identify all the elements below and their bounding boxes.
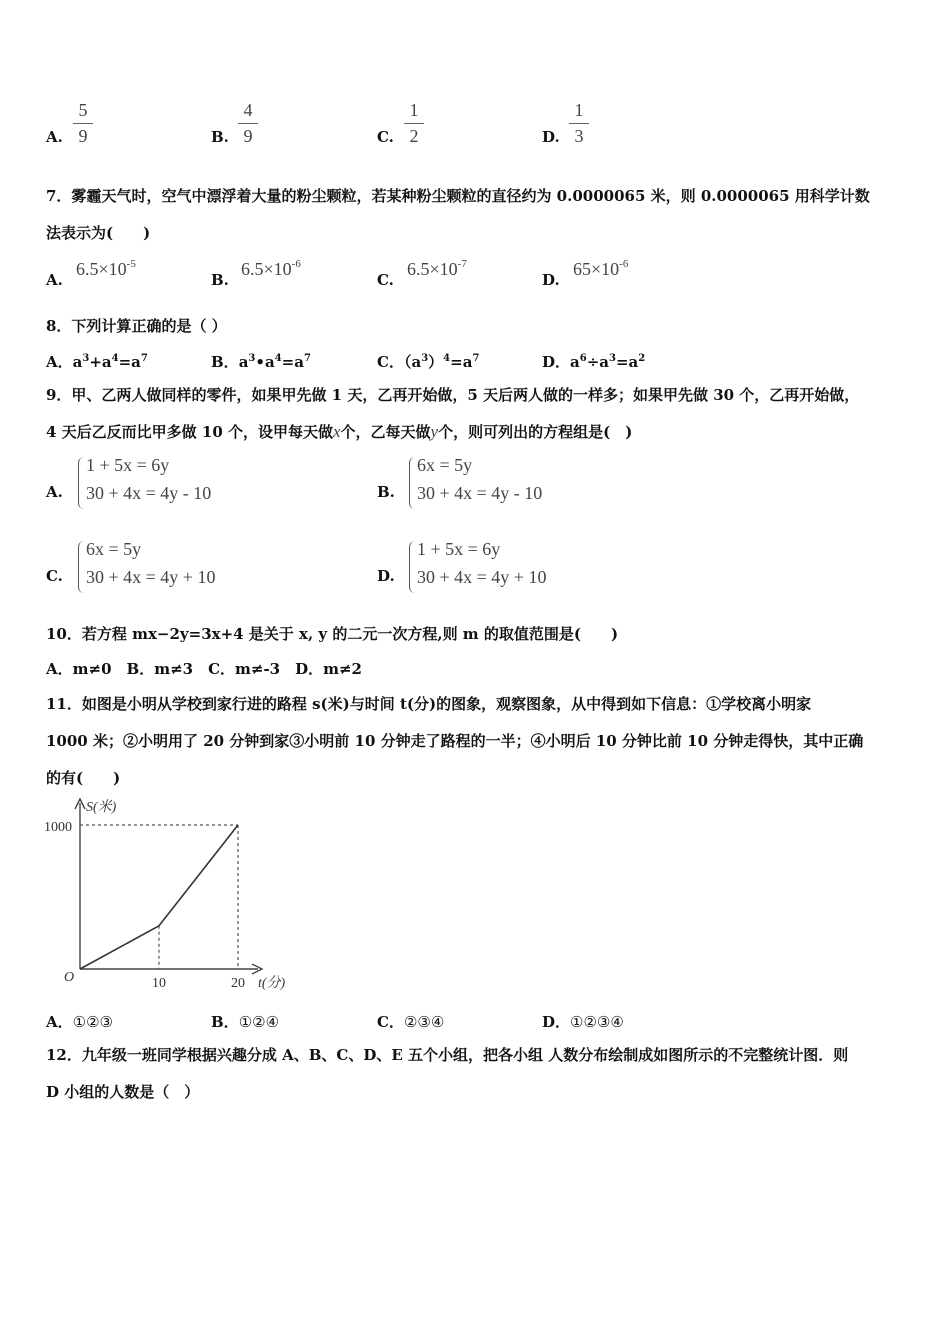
- option-label: D．: [542, 353, 571, 371]
- option-label: B．: [211, 353, 239, 371]
- equation-1: 6x = 5y: [417, 455, 473, 475]
- x-tick-label: 10: [152, 976, 166, 991]
- exponent: -6: [619, 258, 629, 270]
- term: （a: [403, 353, 422, 371]
- q7-option-b-label[interactable]: B.: [211, 271, 229, 289]
- q9-stem-line2: [46, 422, 632, 442]
- exponent: 7: [140, 353, 148, 364]
- q10-options[interactable]: A．m≠0 B．m≠3 C．m≠-3 D．m≠2: [46, 660, 362, 678]
- guide-lines: [80, 825, 238, 969]
- q7-option-a-value: [76, 258, 136, 280]
- q7-option-a-label[interactable]: A.: [46, 271, 63, 289]
- exponent: 7: [303, 353, 311, 364]
- exponent: 3: [609, 353, 616, 364]
- y-axis-label: S(米): [86, 800, 117, 815]
- exponent: -6: [291, 258, 301, 270]
- term: a: [238, 353, 249, 371]
- term: =a: [118, 353, 141, 371]
- numerator: 5: [78, 100, 88, 120]
- y-tick-label: 1000: [44, 820, 72, 835]
- q9-option-b-label[interactable]: B.: [377, 483, 395, 501]
- q11-stem-line1: 11．如图是小明从学校到家行进的路程 s(米)与时间 t(分)的图象，观察图象，从中得到如下信息：①学校离小明家: [46, 695, 812, 713]
- numerator: 1: [574, 100, 584, 120]
- brace-icon: [409, 541, 416, 593]
- q6-option-b-fraction: [238, 100, 258, 147]
- option-text: ①②④: [238, 1013, 280, 1031]
- term: +a: [89, 353, 112, 371]
- base: 6.5×10: [407, 259, 458, 279]
- q8-stem: 8．下列计算正确的是（ ）: [46, 317, 227, 335]
- graph-segment: [80, 926, 159, 969]
- q6-option-a-fraction: [73, 100, 93, 147]
- numerator: 1: [409, 100, 419, 120]
- exponent: 4: [443, 353, 451, 364]
- term: =a: [615, 353, 639, 371]
- exponent: 4: [274, 353, 282, 364]
- option-label: A．: [46, 1013, 73, 1031]
- exponent: -5: [126, 258, 136, 270]
- q8-option-c[interactable]: [377, 351, 479, 372]
- q6-option-b-label[interactable]: B.: [211, 128, 229, 146]
- var-y: y: [430, 422, 439, 441]
- q8-option-a[interactable]: [46, 351, 148, 372]
- exponent: 4: [111, 353, 119, 364]
- q9-option-a-label[interactable]: A.: [46, 483, 63, 501]
- q6-option-d-label[interactable]: D.: [542, 128, 560, 146]
- equation-1: 1 + 5x = 6y: [86, 455, 170, 475]
- term: ）: [428, 353, 444, 371]
- exponent: 7: [472, 353, 480, 364]
- term: a: [570, 353, 580, 371]
- option-text: ②③④: [403, 1013, 445, 1031]
- term: =a: [281, 353, 304, 371]
- equation-1: 6x = 5y: [86, 539, 142, 559]
- q11-option-a[interactable]: [46, 1011, 113, 1032]
- q10-stem: 10．若方程 mx−2y=3x+4 是关于 x, y 的二元一次方程,则 m 的取值范围是( ): [46, 625, 619, 643]
- q11-stem-line2: 1000 米；②小明用了 20 分钟到家③小明前 10 分钟走了路程的一半；④小明后 10 分钟比前 10 分钟走得快，其中正确: [46, 732, 864, 750]
- option-label: A．: [46, 353, 73, 371]
- q7-option-c-label[interactable]: C.: [377, 271, 394, 289]
- q9-option-c-label[interactable]: C.: [46, 567, 63, 585]
- brace-icon: [78, 541, 85, 593]
- q6-option-c-label[interactable]: C.: [377, 128, 394, 146]
- q6-option-a-label[interactable]: A.: [46, 128, 63, 146]
- denominator: 3: [574, 126, 584, 146]
- base: 6.5×10: [76, 259, 127, 279]
- q6-option-c-fraction: [404, 100, 424, 147]
- option-label: C．: [377, 1013, 404, 1031]
- text: 个，乙每天做: [340, 423, 431, 441]
- term: •a: [255, 353, 275, 371]
- option-text: ①②③④: [570, 1013, 624, 1031]
- base: 6.5×10: [241, 259, 292, 279]
- var-x: x: [332, 422, 341, 441]
- q11-option-d[interactable]: [542, 1011, 624, 1032]
- q11-stem-line3: 的有( ): [46, 769, 121, 787]
- term: a: [72, 353, 83, 371]
- exponent: 6: [579, 353, 587, 364]
- exponent: 2: [638, 353, 646, 364]
- q7-option-b-value: [241, 258, 301, 280]
- x-axis-label: t(分): [258, 976, 286, 991]
- q9-option-d-label[interactable]: D.: [377, 567, 395, 585]
- option-label: D．: [542, 1013, 571, 1031]
- q7-stem-line1: 7．雾霾天气时，空气中漂浮着大量的粉尘颗粒，若某种粉尘颗粒的直径约为 0.0000065 米，则 0.0000065 用科学计数: [46, 187, 870, 205]
- text: 个，则可列出的方程组是( ): [438, 423, 633, 441]
- term: ÷a: [586, 353, 610, 371]
- denominator: 9: [243, 126, 253, 146]
- term: =a: [450, 353, 473, 371]
- equation-1: 1 + 5x = 6y: [417, 539, 501, 559]
- denominator: 9: [78, 126, 88, 146]
- q7-option-d-label[interactable]: D.: [542, 271, 560, 289]
- equation-2: 30 + 4x = 4y - 10: [86, 483, 212, 503]
- option-label: B．: [211, 1013, 239, 1031]
- numerator: 4: [243, 100, 253, 120]
- x-tick-label: 20: [231, 976, 245, 991]
- graph-segment: [159, 825, 238, 926]
- axes: [75, 799, 262, 974]
- q11-option-b[interactable]: [211, 1011, 279, 1032]
- exponent: 3: [421, 353, 429, 364]
- base: 65×10: [573, 259, 620, 279]
- q11-option-c[interactable]: [377, 1011, 444, 1032]
- origin-label: O: [64, 970, 75, 985]
- q8-option-d[interactable]: [542, 351, 645, 372]
- option-text: ①②③: [72, 1013, 113, 1031]
- series: [80, 825, 238, 969]
- exponent: -7: [457, 258, 467, 270]
- exponent: 3: [248, 353, 256, 364]
- option-label: C．: [377, 353, 404, 371]
- q12-stem-line1: 12．九年级一班同学根据兴趣分成 A、B、C、D、E 五个小组，把各小组 人数分布绘制成如图所示的不完整统计图．则: [46, 1046, 849, 1064]
- equation-2: 30 + 4x = 4y + 10: [86, 567, 216, 587]
- q8-option-b[interactable]: [211, 351, 311, 372]
- denominator: 2: [409, 126, 419, 146]
- q11-distance-time-graph: [40, 795, 320, 995]
- text: 4 天后乙反而比甲多做 10 个，设甲每天做: [46, 423, 333, 441]
- brace-icon: [78, 457, 85, 509]
- q12-stem-line2: D 小组的人数是（ ）: [46, 1083, 200, 1101]
- exponent: 3: [82, 353, 90, 364]
- q6-option-d-fraction: [569, 100, 589, 147]
- brace-icon: [409, 457, 416, 509]
- equation-2: 30 + 4x = 4y - 10: [417, 483, 543, 503]
- q7-stem-line2: 法表示为( ): [46, 224, 151, 242]
- q9-stem-line1: 9．甲、乙两人做同样的零件，如果甲先做 1 天，乙再开始做，5 天后两人做的一样多；如果甲先做 30 个，乙再开始做，: [46, 386, 860, 404]
- q7-option-c-value: [407, 258, 467, 280]
- q7-option-d-value: [573, 258, 628, 280]
- equation-2: 30 + 4x = 4y + 10: [417, 567, 547, 587]
